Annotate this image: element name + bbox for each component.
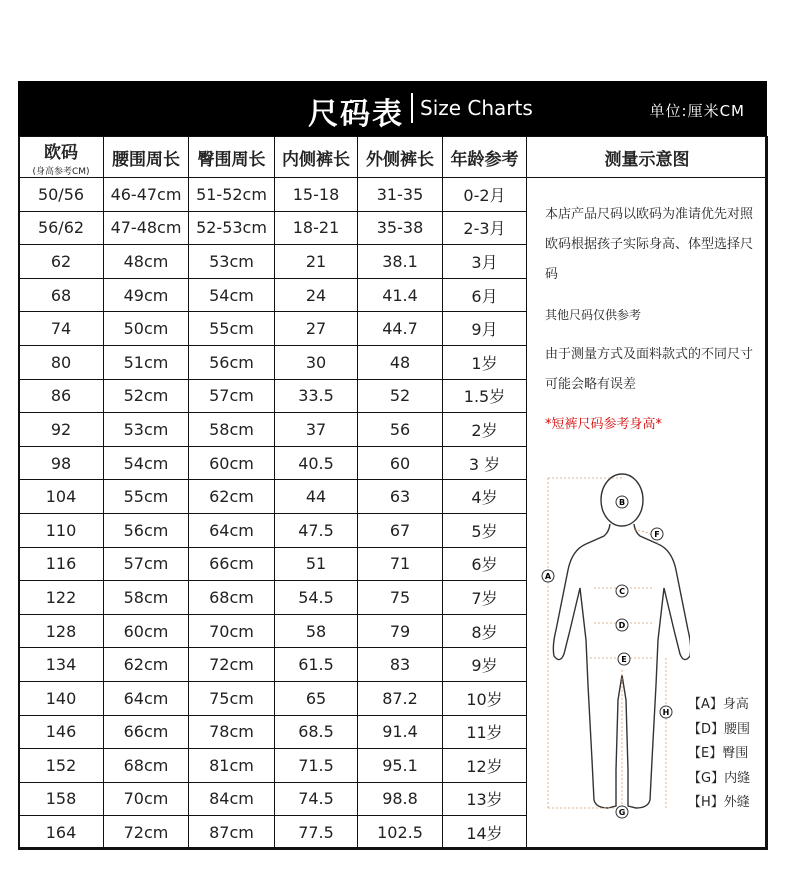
table-cell: 10岁 [443,681,527,715]
table-cell: 74 [19,312,104,346]
table-cell: 54cm [189,278,275,312]
header-age: 年龄参考 [443,137,527,178]
table-cell: 64cm [104,681,189,715]
table-cell: 98 [19,446,104,480]
table-cell: 4岁 [443,480,527,514]
table-cell: 51-52cm [189,178,275,212]
table-cell: 98.8 [358,782,443,816]
table-cell: 48cm [104,245,189,279]
table-cell: 31-35 [358,178,443,212]
table-cell: 35-38 [358,211,443,245]
table-cell: 24 [275,278,358,312]
page-title: 尺码表 [308,97,404,132]
table-cell: 116 [19,547,104,581]
legend-height: 【A】身高 [688,697,749,712]
table-cell: 30 [275,345,358,379]
table-cell: 71.5 [275,749,358,783]
info-text [545,200,755,440]
legend-waist: 【D】腰围 [688,721,751,737]
marker-F [651,528,663,540]
table-cell: 92 [19,413,104,447]
table-cell: 44 [275,480,358,514]
table-cell: 56cm [189,345,275,379]
table-cell: 49cm [104,278,189,312]
table-cell: 57cm [104,547,189,581]
legend-hip: 【E】臀围 [688,746,749,761]
table-cell: 122 [19,581,104,615]
table-cell: 68cm [104,749,189,783]
table-cell: 75cm [189,681,275,715]
table-cell: 7岁 [443,581,527,615]
table-cell: 70cm [189,614,275,648]
table-cell: 6岁 [443,547,527,581]
table-cell: 50/56 [19,178,104,212]
table-cell: 51 [275,547,358,581]
table-cell: 18-21 [275,211,358,245]
table-cell: 56cm [104,513,189,547]
header-bar [18,81,767,136]
marker-A [542,570,554,582]
table-cell: 72cm [189,648,275,682]
table-header-row [19,137,768,178]
body-measure-figure [530,470,690,830]
svg-text:F: F [654,530,660,539]
marker-C [616,585,628,597]
table-cell: 66cm [189,547,275,581]
table-cell: 3月 [443,245,527,279]
table-cell: 128 [19,614,104,648]
table-cell: 53cm [189,245,275,279]
svg-text:H: H [662,708,670,717]
table-cell: 79 [358,614,443,648]
table-cell: 38.1 [358,245,443,279]
shorts-note: *短裤尺码参考身高* [545,417,663,432]
marker-B [616,496,628,508]
table-cell: 68.5 [275,715,358,749]
table-cell: 75 [358,581,443,615]
table-cell: 152 [19,749,104,783]
table-cell: 56/62 [19,211,104,245]
measure-legend [688,693,750,816]
table-cell: 65 [275,681,358,715]
header-eu-size-label: 欧码 [44,142,78,163]
info-line-reference: 其他尺码仅供参考 [545,308,642,322]
table-cell: 52-53cm [189,211,275,245]
marker-E [618,653,630,665]
table-cell: 58cm [104,581,189,615]
table-cell: 77.5 [275,816,358,850]
table-cell: 21 [275,245,358,279]
marker-G [616,806,628,818]
table-cell: 87cm [189,816,275,850]
table-cell: 78cm [189,715,275,749]
table-cell: 72cm [104,816,189,850]
svg-text:A: A [544,572,552,581]
table-cell: 64cm [189,513,275,547]
table-cell: 84cm [189,782,275,816]
table-cell: 104 [19,480,104,514]
header-waist: 腰围周长 [104,137,189,178]
table-cell: 14岁 [443,816,527,850]
table-cell: 61.5 [275,648,358,682]
table-cell: 11岁 [443,715,527,749]
table-cell: 33.5 [275,379,358,413]
header-height-ref: (身高参考CM) [32,166,90,177]
table-cell: 12岁 [443,749,527,783]
table-cell: 1岁 [443,345,527,379]
info-line-priority: 本店产品尺码以欧码为准请优先对照欧码根据孩子实际身高、体型选择尺码 [545,207,754,282]
table-cell: 8岁 [443,614,527,648]
table-cell: 51cm [104,345,189,379]
svg-text:B: B [618,498,626,507]
table-cell: 71 [358,547,443,581]
table-cell: 81cm [189,749,275,783]
table-cell: 53cm [104,413,189,447]
table-cell: 68cm [189,581,275,615]
table-cell: 5岁 [443,513,527,547]
table-cell: 9月 [443,312,527,346]
table-cell: 70cm [104,782,189,816]
unit-label: 单位:厘米CM [649,102,745,120]
table-cell: 41.4 [358,278,443,312]
table-cell: 87.2 [358,681,443,715]
table-cell: 62cm [189,480,275,514]
table-cell: 56 [358,413,443,447]
table-cell: 0-2月 [443,178,527,212]
table-cell: 63 [358,480,443,514]
table-cell: 48 [358,345,443,379]
svg-text:C: C [619,587,625,596]
table-cell: 91.4 [358,715,443,749]
table-cell: 134 [19,648,104,682]
svg-text:G: G [618,808,626,817]
table-cell: 86 [19,379,104,413]
legend-outseam: 【H】外缝 [688,795,750,810]
table-cell: 37 [275,413,358,447]
table-cell: 74.5 [275,782,358,816]
table-cell: 62 [19,245,104,279]
marker-H [660,706,672,718]
table-cell: 58cm [189,413,275,447]
info-line-error: 由于测量方式及面料款式的不同尺寸可能会略有误差 [545,347,754,392]
table-cell: 66cm [104,715,189,749]
table-cell: 47.5 [275,513,358,547]
table-cell: 58 [275,614,358,648]
table-cell: 44.7 [358,312,443,346]
table-cell: 55cm [189,312,275,346]
table-cell: 2岁 [443,413,527,447]
header-hip: 臀围周长 [189,137,275,178]
table-cell: 164 [19,816,104,850]
table-cell: 1.5岁 [443,379,527,413]
table-cell: 83 [358,648,443,682]
table-cell: 46-47cm [104,178,189,212]
table-cell: 146 [19,715,104,749]
marker-D [616,619,628,631]
table-cell: 50cm [104,312,189,346]
table-cell: 52cm [104,379,189,413]
table-cell: 52 [358,379,443,413]
table-cell: 15-18 [275,178,358,212]
header-diagram: 测量示意图 [527,137,768,178]
table-cell: 68 [19,278,104,312]
svg-text:E: E [621,655,627,664]
table-cell: 55cm [104,480,189,514]
table-cell: 13岁 [443,782,527,816]
svg-text:D: D [618,621,626,630]
header-eu-size [19,137,104,178]
table-cell: 3 岁 [443,446,527,480]
legend-inseam: 【G】内缝 [688,770,751,786]
table-cell: 95.1 [358,749,443,783]
table-cell: 57cm [189,379,275,413]
page-subtitle: Size Charts [420,96,533,120]
table-cell: 67 [358,513,443,547]
table-cell: 110 [19,513,104,547]
table-cell: 62cm [104,648,189,682]
title-divider [411,93,413,123]
table-cell: 9岁 [443,648,527,682]
table-cell: 60cm [189,446,275,480]
table-cell: 47-48cm [104,211,189,245]
table-cell: 60 [358,446,443,480]
table-cell: 54.5 [275,581,358,615]
header-outseam: 外侧裤长 [358,137,443,178]
table-cell: 2-3月 [443,211,527,245]
table-cell: 158 [19,782,104,816]
table-cell: 80 [19,345,104,379]
header-inseam: 内侧裤长 [275,137,358,178]
table-cell: 27 [275,312,358,346]
table-cell: 102.5 [358,816,443,850]
table-cell: 60cm [104,614,189,648]
table-cell: 54cm [104,446,189,480]
table-cell: 140 [19,681,104,715]
table-cell: 40.5 [275,446,358,480]
table-cell: 6月 [443,278,527,312]
